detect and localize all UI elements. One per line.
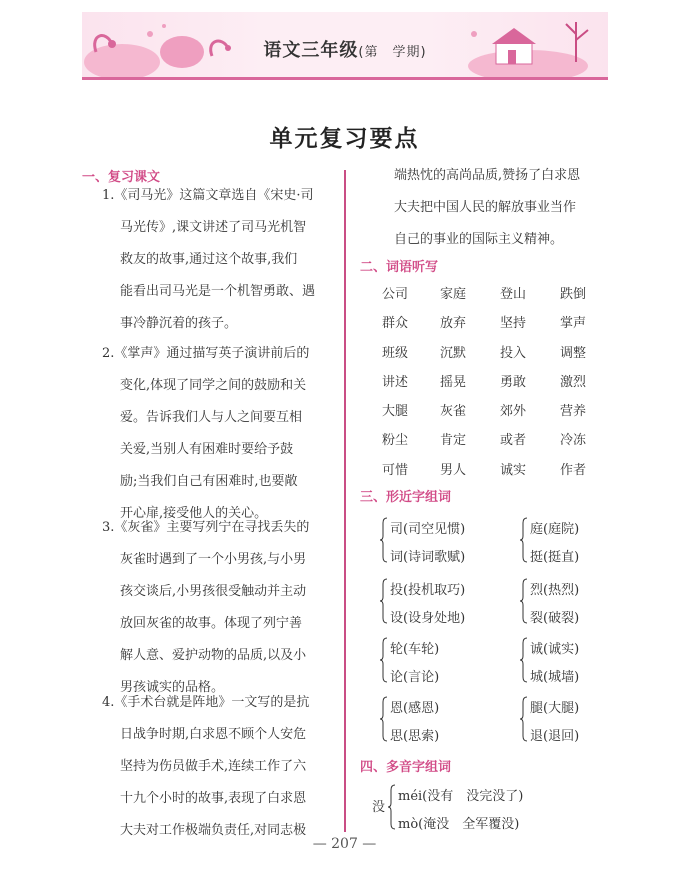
text-line: 男孩诚实的品格。	[120, 680, 225, 695]
char-pair-item: 退(退回)	[530, 729, 580, 744]
text-line: 十九个小时的故事,表现了白求恩	[120, 791, 307, 806]
text-line: 日战争时期,白求恩不顾个人安危	[120, 727, 307, 742]
section-heading-polyphonic: 四、多音字组词	[360, 760, 452, 775]
vocab-word: 肯定	[440, 433, 467, 449]
brace-icon	[380, 578, 388, 624]
header-underline	[82, 77, 608, 80]
text-line: 马光传》,课文讲述了司马光机智	[120, 220, 307, 235]
vocab-word: 跌倒	[560, 287, 587, 302]
char-pair-item: 烈(热烈)	[530, 583, 580, 598]
vocab-word: 可惜	[382, 462, 409, 478]
section-heading-review-texts: 一、复习课文	[82, 170, 161, 185]
brace-icon	[380, 517, 388, 563]
char-pair-group	[520, 694, 620, 744]
brace-icon	[388, 784, 396, 830]
char-pair-item: 恩(感恩)	[390, 701, 440, 716]
text-line: 能看出司马光是一个机智勇敢、遇	[120, 284, 316, 299]
vocab-word: 诚实	[500, 462, 527, 478]
reading-item: méi(没有 没完没了)	[398, 789, 524, 804]
char-pair-group	[520, 635, 620, 685]
vocab-word: 勇敢	[500, 374, 527, 390]
text-line: 4.《手术台就是阵地》一文写的是抗	[102, 695, 310, 710]
paragraph-applause	[102, 338, 309, 530]
vocab-word: 班级	[382, 345, 409, 361]
brace-icon	[520, 696, 528, 742]
char-pair-group	[380, 694, 510, 744]
vocab-grid	[382, 280, 622, 485]
vocab-word: 群众	[382, 316, 409, 332]
header-title	[82, 36, 608, 62]
char-pair-group	[380, 576, 510, 626]
text-line: 3.《灰雀》主要写列宁在寻找丢失的	[102, 520, 310, 535]
brace-icon	[380, 696, 388, 742]
text-line: 开心扉,接受他人的关心。	[120, 506, 268, 521]
vocab-word: 摇晃	[440, 374, 467, 390]
brace-icon	[520, 517, 528, 563]
paragraph-sima-guang	[102, 180, 315, 340]
header-book-title: 语文三年级	[263, 40, 359, 61]
vocab-word: 投入	[500, 345, 527, 361]
char-pair-item: 论(言论)	[390, 670, 440, 685]
char-pair-group	[380, 635, 510, 685]
char-pair-item: 腿(大腿)	[530, 701, 580, 716]
char-pair-item: 司(司空见惯)	[390, 522, 466, 537]
vocab-word: 灰雀	[440, 404, 467, 420]
char-pair-item: 词(诗词歌赋)	[390, 550, 466, 565]
polyphonic-readings	[388, 782, 588, 832]
paragraph-continuation	[394, 160, 580, 256]
text-line: 端热忱的高尚品质,赞扬了白求恩	[394, 168, 581, 183]
brace-icon	[520, 578, 528, 624]
vocab-word: 或者	[500, 433, 527, 449]
text-line: 自己的事业的国际主义精神。	[394, 232, 564, 247]
text-line: 1.《司马光》这篇文章选自《宋史·司	[102, 188, 314, 203]
vocab-word: 冷冻	[560, 433, 587, 449]
text-line: 事冷静沉着的孩子。	[120, 316, 238, 331]
brace-icon	[520, 637, 528, 683]
char-pair-item: 设(设身处地)	[390, 611, 466, 626]
vocab-word: 沉默	[440, 345, 467, 361]
text-line: 爱。告诉我们人与人之间要互相	[120, 410, 303, 425]
vocab-row	[382, 339, 622, 368]
text-line: 励;当我们自己有困难时,也要敞	[120, 474, 298, 489]
text-line: 2.《掌声》通过描写英子演讲前后的	[102, 346, 310, 361]
char-pair-item: 挺(挺直)	[530, 550, 580, 565]
text-line: 关爱,当别人有困难时要给予鼓	[120, 442, 294, 457]
brace-icon	[380, 637, 388, 683]
vocab-row	[382, 309, 622, 338]
char-pair-item: 思(思索)	[390, 729, 440, 744]
char-pair-item: 轮(车轮)	[390, 642, 440, 657]
reading-item: mò(淹没 全军覆没)	[398, 817, 520, 832]
paragraph-grey-sparrow	[102, 512, 309, 704]
header-term: (第 学期)	[358, 45, 427, 60]
char-pair-item: 诚(诚实)	[530, 642, 580, 657]
text-line: 放回灰雀的故事。体现了列宁善	[120, 616, 303, 631]
text-line: 解人意、爱护动物的品质,以及小	[120, 648, 307, 663]
vocab-word: 登山	[500, 287, 527, 302]
vocab-row	[382, 426, 622, 455]
vocab-word: 调整	[560, 345, 587, 361]
vocab-word: 掌声	[560, 316, 587, 332]
vocab-word: 放弃	[440, 316, 467, 332]
vocab-word: 营养	[560, 404, 587, 420]
vocab-word: 大腿	[382, 404, 409, 420]
paragraph-operating-table	[102, 687, 309, 847]
char-pair-item: 庭(庭院)	[530, 522, 580, 537]
header-banner	[82, 12, 608, 78]
vocab-row	[382, 456, 622, 485]
vocab-word: 公司	[382, 287, 409, 302]
char-pair-item: 裂(破裂)	[530, 611, 580, 626]
column-divider	[344, 170, 346, 832]
text-line: 大夫把中国人民的解放事业当作	[394, 200, 577, 215]
vocab-word: 郊外	[500, 404, 527, 420]
text-line: 灰雀时遇到了一个小男孩,与小男	[120, 552, 307, 567]
section-heading-similar-chars: 三、形近字组词	[360, 490, 452, 505]
page-title: 单元复习要点	[269, 125, 420, 152]
vocab-word: 家庭	[440, 287, 467, 302]
section-heading-dictation: 二、词语听写	[360, 260, 439, 275]
vocab-word: 讲述	[382, 374, 409, 390]
char-pair-group	[520, 576, 620, 626]
text-line: 大夫对工作极端负责任,对同志极	[120, 823, 307, 838]
vocab-row	[382, 280, 622, 309]
vocab-word: 激烈	[560, 374, 587, 390]
vocab-row	[382, 397, 622, 426]
page-number: — 207 —	[312, 836, 377, 852]
polyphonic-char: 没	[372, 800, 386, 815]
text-line: 变化,体现了同学之间的鼓励和关	[120, 378, 307, 393]
vocab-word: 作者	[560, 462, 587, 478]
vocab-word: 男人	[440, 462, 467, 478]
vocab-row	[382, 368, 622, 397]
text-line: 救友的故事,通过这个故事,我们	[120, 252, 298, 267]
char-pair-group	[520, 515, 620, 565]
vocab-word: 坚持	[500, 316, 527, 332]
text-line: 坚持为伤员做手术,连续工作了六	[120, 759, 307, 774]
char-pair-item: 投(投机取巧)	[390, 583, 466, 598]
char-pair-group	[380, 515, 510, 565]
text-line: 孩交谈后,小男孩很受触动并主动	[120, 584, 307, 599]
char-pair-item: 城(城墙)	[530, 670, 580, 685]
vocab-word: 粉尘	[382, 433, 409, 449]
